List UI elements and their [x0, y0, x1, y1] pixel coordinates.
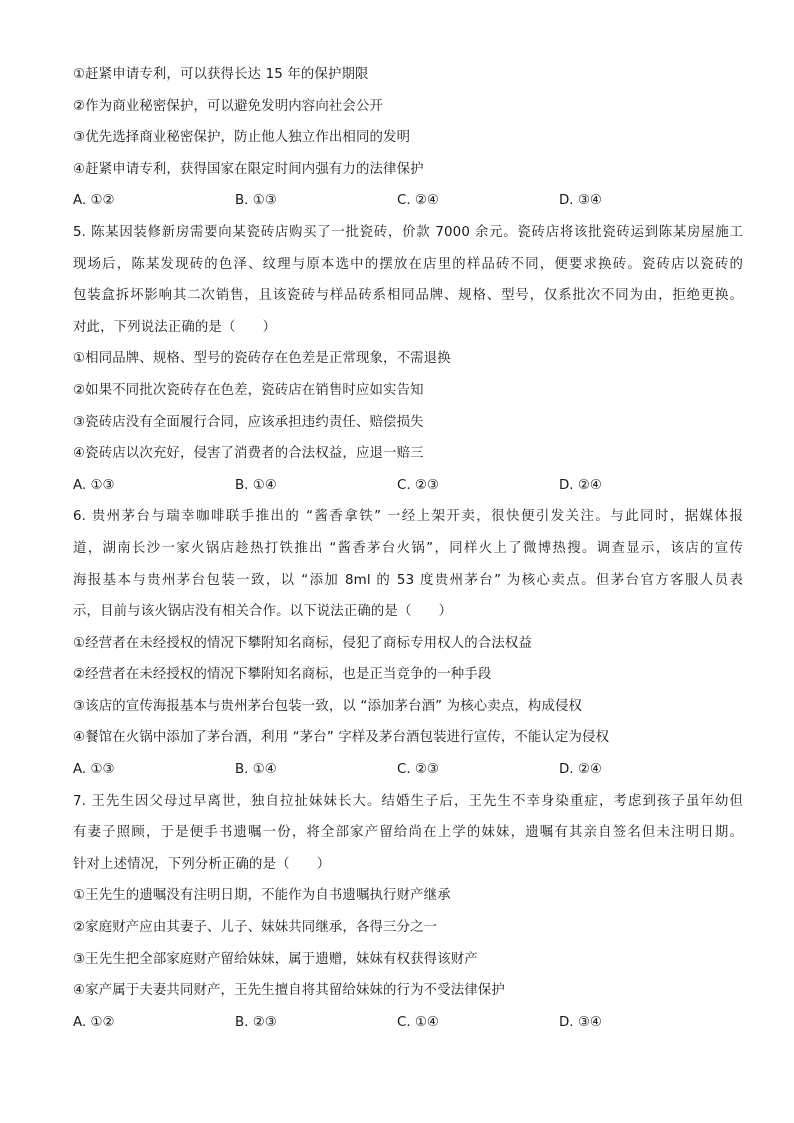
- question-stem-line: 对此，下列说法正确的是（ ）: [73, 319, 277, 335]
- question-stem-line: 5. 陈某因装修新房需要向某瓷砖店购买了一批瓷砖，价款 7000 余元。瓷砖店将该批瓷砖运到陈某房屋施工: [73, 224, 743, 240]
- option-a: A. ①③: [73, 477, 115, 493]
- option-b: B. ②③: [235, 1014, 277, 1030]
- statement-2: ②家庭财产应由其妻子、儿子、妹妹共同继承，各得三分之一: [73, 920, 438, 936]
- option-a: A. ①②: [73, 193, 115, 209]
- option-c: C. ②④: [397, 193, 439, 209]
- question-stem-line: 示，目前与该火锅店没有相关合作。以下说法正确的是（ ）: [73, 604, 453, 620]
- document-page: [73, 64, 743, 1043]
- question-stem-line: 6. 贵州茅台与瑞幸咖啡联手推出的 “酱香拿铁” 一经上架开卖，很快便引发关注。与此同时，据媒体报: [73, 509, 743, 525]
- question-stem-line: 包装盒拆坏影响其二次销售，且该瓷砖与样品砖系相同品牌、规格、型号，仅系批次不同为由，拒绝更换。: [73, 288, 743, 304]
- option-c: C. ②③: [397, 762, 439, 778]
- question-5: [73, 222, 743, 496]
- question-stem-line: 现场后，陈某发现砖的色泽、纹理与原本选中的摆放在店里的样品砖不同，便要求换砖。瓷砖店以瓷砖的: [73, 256, 743, 272]
- answer-options: [73, 190, 743, 211]
- statement-2: ②经营者在未经授权的情况下攀附知名商标，也是正当竞争的一种手段: [73, 667, 492, 683]
- statement-1: ①赶紧申请专利，可以获得长达 15 年的保护期限: [73, 67, 369, 82]
- statement-3: ③该店的宣传海报基本与贵州茅台包装一致，以 “添加茅台酒” 为核心卖点，构成侵权: [73, 698, 583, 714]
- statement-4: ④餐馆在火锅中添加了茅台酒，利用 “茅台” 字样及茅台酒包装进行宣传，不能认定为侵权: [73, 730, 610, 746]
- answer-options: [73, 475, 743, 496]
- statement-3: ③优先选择商业秘密保护，防止他人独立作出相同的发明: [73, 130, 411, 146]
- statement-2: ②如果不同批次瓷砖存在色差，瓷砖店在销售时应如实告知: [73, 382, 424, 398]
- option-b: B. ①④: [235, 762, 277, 778]
- option-d: D. ②④: [559, 762, 602, 778]
- question-4: [73, 64, 743, 211]
- question-7: [73, 791, 743, 1033]
- option-d: D. ②④: [559, 477, 602, 493]
- statement-1: ①相同品牌、规格、型号的瓷砖存在色差是正常现象，不需退换: [73, 351, 451, 367]
- statement-4: ④瓷砖店以次充好，侵害了消费者的合法权益，应退一赔三: [73, 446, 424, 462]
- option-b: B. ①③: [235, 193, 277, 209]
- statement-4: ④家产属于夫妻共同财产，王先生擅自将其留给妹妹的行为不受法律保护: [73, 983, 505, 999]
- option-c: C. ②③: [397, 477, 439, 493]
- answer-options: [73, 759, 743, 780]
- answer-options: [73, 1012, 743, 1033]
- option-a: A. ①③: [73, 762, 115, 778]
- option-d: D. ③④: [559, 1014, 602, 1030]
- statement-1: ①王先生的遗嘱没有注明日期，不能作为自书遗嘱执行财产继承: [73, 888, 451, 904]
- statement-3: ③王先生把全部家庭财产留给妹妹，属于遗赠，妹妹有权获得该财产: [73, 951, 478, 967]
- statement-2: ②作为商业秘密保护，可以避免发明内容向社会公开: [73, 98, 384, 114]
- question-6: [73, 506, 743, 780]
- statement-1: ①经营者在未经授权的情况下攀附知名商标，侵犯了商标专用权人的合法权益: [73, 635, 532, 651]
- statement-3: ③瓷砖店没有全面履行合同，应该承担违约责任、赔偿损失: [73, 414, 424, 430]
- option-d: D. ③④: [559, 193, 602, 209]
- question-stem-line: 7. 王先生因父母过早离世，独自拉扯妹妹长大。结婚生子后，王先生不幸身染重症，考虑到孩子虽年幼但: [73, 793, 743, 809]
- question-stem-line: 针对上述情况，下列分析正确的是（ ）: [73, 856, 331, 872]
- option-a: A. ①②: [73, 1014, 115, 1030]
- statement-4: ④赶紧申请专利，获得国家在限定时间内强有力的法律保护: [73, 161, 424, 177]
- question-stem-line: 海报基本与贵州茅台包装一致，以 “添加 8ml 的 53 度贵州茅台” 为核心卖点。但茅台官方客服人员表: [73, 572, 743, 588]
- question-stem-line: 道，湖南长沙一家火锅店趁热打铁推出 “酱香茅台火锅”，同样火上了微博热搜。调查显示，该店的宣传: [73, 540, 743, 556]
- option-b: B. ①④: [235, 477, 277, 493]
- question-stem-line: 有妻子照顾，于是便手书遗嘱一份，将全部家产留给尚在上学的妹妹，遗嘱有其亲自签名但未注明日期。: [73, 825, 743, 841]
- option-c: C. ①④: [397, 1014, 439, 1030]
